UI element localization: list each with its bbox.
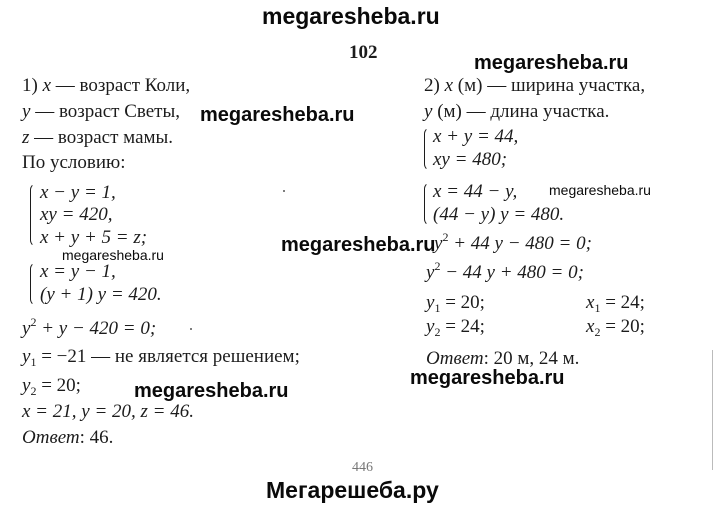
watermark-right-top: megaresheba.ru — [474, 52, 629, 74]
right-eq-2: $y^2 - 44$ y + 480 = 0; — [426, 259, 584, 283]
watermark-right-small: megaresheba.ru — [549, 182, 651, 198]
left-eq-2: $y_1 = -21$ — не является решением; — [22, 346, 300, 369]
right-eq-1: $y^2 + 44$ y − 480 = 0; — [434, 230, 592, 254]
watermark-center: megaresheba.ru — [281, 234, 436, 256]
watermark-left-mid: megaresheba.ru — [200, 104, 355, 126]
left-sys2-a: x = y − 1, — [40, 261, 116, 282]
right-brace-2 — [424, 182, 431, 226]
left-sys1-c: x + y + 5 = z; — [40, 227, 148, 248]
page-number: 446 — [352, 460, 373, 475]
left-line-1: 1) x — возраст Коли, — [22, 75, 191, 96]
right-root-y2: $y_2 = 24$; — [426, 316, 485, 339]
left-eq-1: $y^2 + y - 420 = 0$; — [22, 315, 157, 339]
right-sys1-b: xy = 480; — [433, 149, 508, 170]
left-eq-4: x = 21, y = 20, z = 46. — [22, 401, 194, 422]
watermark-top: megaresheba.ru — [262, 3, 440, 29]
right-answer: Ответ: 20 м, 24 м. — [426, 348, 580, 369]
left-eq-3: $y_2 = 20$; — [22, 375, 81, 398]
watermark-left-small: megaresheba.ru — [62, 247, 164, 263]
right-sys2-b: (44 − y) y = 480. — [433, 204, 565, 225]
left-brace-2 — [30, 262, 37, 306]
right-root-y1: $y_1 = 20$; — [426, 292, 485, 315]
right-line-2: y (м) — длина участка. — [424, 101, 610, 122]
right-brace-1 — [424, 127, 431, 171]
scan-speck — [283, 190, 285, 192]
page-edge-shadow — [712, 350, 713, 470]
left-sys1-a: x − y = 1, — [40, 182, 116, 203]
left-sys1-b: xy = 420, — [40, 204, 113, 225]
watermark-bottom-ru: Мегарешеба.ру — [266, 477, 439, 503]
right-root-x1: $x_1 = 24$; — [586, 292, 645, 315]
left-line-2: y — возраст Светы, — [22, 101, 180, 122]
right-line-1: 2) x (м) — ширина участка, — [424, 75, 646, 96]
left-line-4: По условию: — [22, 152, 126, 173]
left-answer: Ответ: 46. — [22, 427, 114, 448]
scan-speck — [190, 328, 192, 330]
watermark-left-bottom: megaresheba.ru — [134, 380, 289, 402]
problem-number: 102 — [349, 42, 378, 63]
left-sys2-b: (y + 1) y = 420. — [40, 284, 162, 305]
right-sys1-a: x + y = 44, — [433, 126, 519, 147]
right-root-x2: $x_2 = 20$; — [586, 316, 645, 339]
right-sys2-a: x = 44 − y, — [433, 181, 518, 202]
left-line-3: z — возраст мамы. — [22, 127, 174, 148]
watermark-right-bottom: megaresheba.ru — [410, 367, 565, 389]
left-brace-1 — [30, 183, 37, 247]
